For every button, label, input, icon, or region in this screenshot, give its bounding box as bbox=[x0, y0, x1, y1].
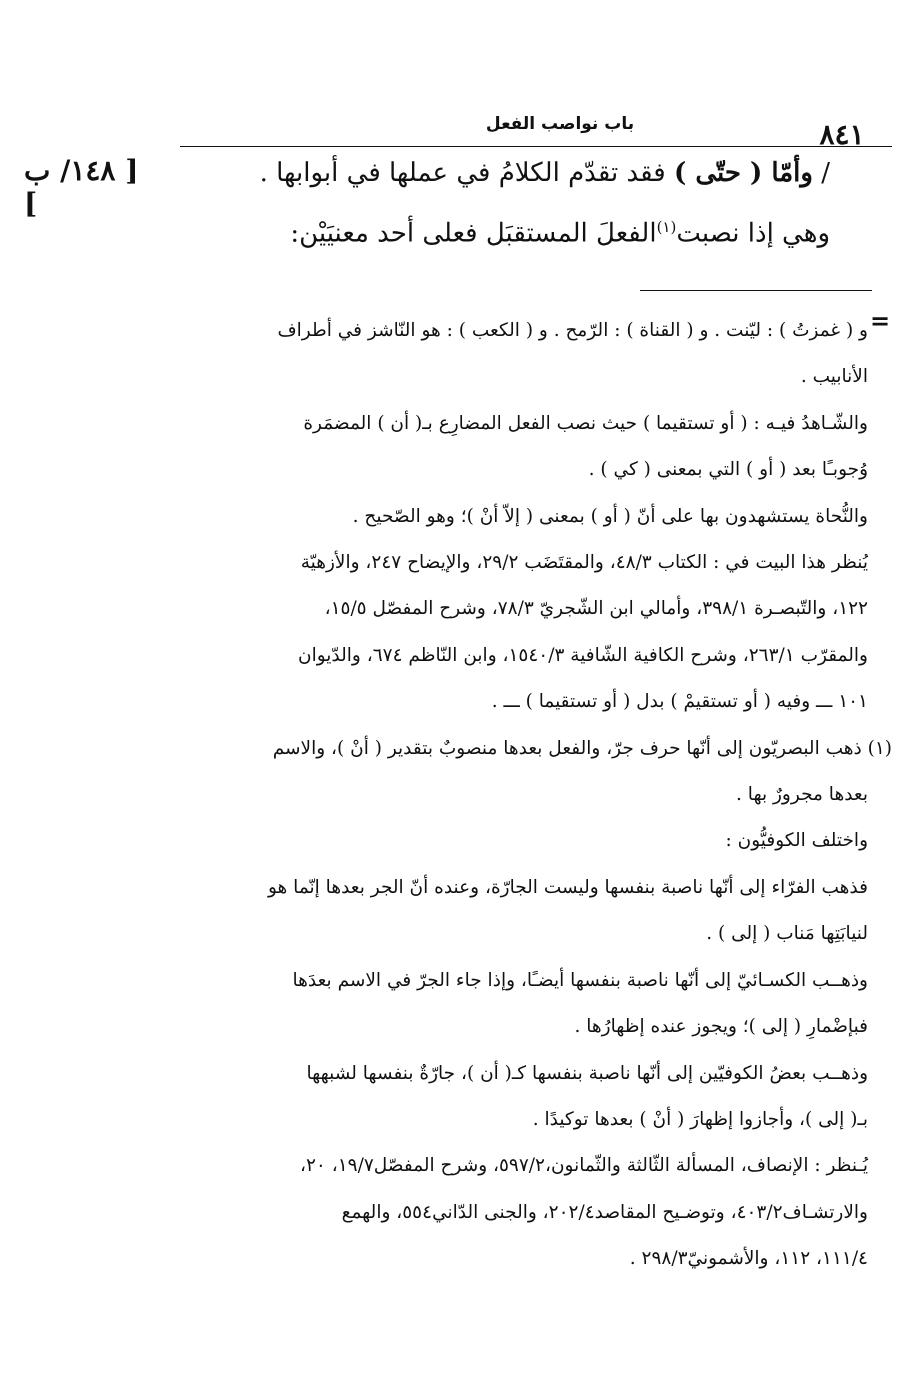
footnotes-block bbox=[180, 308, 892, 1283]
main-text-line-1 bbox=[190, 158, 830, 188]
bold-term: وأمّا ( حتّى ) bbox=[673, 158, 813, 188]
main-text-line-2 bbox=[190, 218, 830, 249]
footnote-line: بـ( إلى )، وأجازوا إظهارَ ( أنْ ) بعدها توكيدًا . bbox=[532, 1108, 868, 1130]
footnote-line: والارتشـاف٤٠٣/٢، وتوضـيح المقاصد٢٠٢/٤، والجنى الدّاني٥٥٤، والهمع bbox=[341, 1201, 868, 1223]
footnote-line: والمقرّب ٢٦٣/١، وشرح الكافية الشّافية ١٥٤٠/٣، وابن النّاظم ٦٧٤، والدّيوان bbox=[298, 644, 868, 666]
footnote-line: وذهــب الكسـائيّ إلى أنّها ناصبة بنفسها أيضـًا، وإذا جاء الجرّ في الاسم بعدَها bbox=[292, 969, 868, 991]
header-rule bbox=[180, 146, 892, 147]
footnote-separator bbox=[640, 290, 872, 291]
footnote-continuation-mark: = bbox=[870, 306, 891, 335]
footnote-reference: (١) bbox=[656, 218, 677, 236]
footnote-line: ١٢٢، والتّبصـرة ٣٩٨/١، وأمالي ابن الشّجريّ ٧٨/٣، وشرح المفصّل ١٥/٥، bbox=[324, 598, 868, 620]
manuscript-folio-reference: [ ١٤٨/ ب ] bbox=[24, 154, 139, 220]
footnote-1-start: (١) ذهب البصريّون إلى أنّها حرف جرّ، والفعل بعدها منصوبٌ بتقدير ( أنْ )، والاسم bbox=[272, 737, 892, 759]
footnote-line: بعدها مجرورٌ بها . bbox=[736, 784, 868, 806]
footnote-line: ١٠١ ـــ وفيه ( أو تستقيمْ ) بدل ( أو تستقيما ) ـــ . bbox=[491, 691, 868, 713]
footnote-line: الأنابيب . bbox=[800, 366, 868, 388]
footnote-line: و ( غمزتُ ) : ليّنت . و ( القناة ) : الرّمح . و ( الكعب ) : هو النّاشز في أطراف bbox=[277, 320, 868, 341]
footnote-line: يُـنظر : الإنصاف، المسألة الثّالثة والثّمانون،٥٩٧/٢، وشرح المفصّل١٩/٧، ٢٠، bbox=[300, 1155, 868, 1177]
main-text-line-2-before: وهي إذا نصبت bbox=[676, 218, 830, 249]
footnote-line: والنُّحاة يستشهدون بها على أنّ ( أو ) بمعنى ( إلاّ أنْ )؛ وهو الصّحيح . bbox=[352, 505, 868, 527]
footnote-line: فبإضْمارِ ( إلى )؛ ويجوز عنده إظهارُها . bbox=[574, 1016, 868, 1038]
main-text-line-1-rest: فقد تقدّم الكلامُ في عملها في أبوابها . bbox=[259, 158, 666, 188]
folio-slash: / bbox=[821, 158, 830, 188]
running-head: باب نواصب الفعل bbox=[485, 114, 635, 134]
main-text-line-2-after: الفعلَ المستقبَل فعلى أحد معنيَيْن: bbox=[290, 218, 657, 249]
footnote-line: واختلف الكوفيُّون : bbox=[725, 830, 868, 852]
footnote-line: والشّـاهدُ فيـه : ( أو تستقيما ) حيث نصب الفعل المضارِع بـ( أن ) المضمَرة bbox=[303, 412, 868, 434]
footnote-line: وذهــب بعضُ الكوفيّين إلى أنّها ناصبة بنفسها كـ( أن )، جارّةٌ بنفسها لشبهها bbox=[306, 1062, 868, 1084]
footnote-line: لنيابَتِها مَناب ( إلى ) . bbox=[706, 923, 868, 945]
footnote-line: ١١١/٤، ١١٢، والأشمونيّ٢٩٨/٣ . bbox=[629, 1248, 868, 1270]
footnote-line: فذهب الفرّاء إلى أنّها ناصبة بنفسها وليست الجارّة، وعنده أنّ الجر بعدها إنّما هو bbox=[267, 876, 868, 898]
footnote-line: وُجوبـًا بعد ( أو ) التي بمعنى ( كي ) . bbox=[588, 459, 868, 481]
footnote-line: يُنظر هذا البيت في : الكتاب ٤٨/٣، والمقتَضَب ٢٩/٢، والإيضاح ٢٤٧، والأزهيّة bbox=[300, 552, 868, 574]
page-number: ٨٤١ bbox=[819, 118, 865, 151]
